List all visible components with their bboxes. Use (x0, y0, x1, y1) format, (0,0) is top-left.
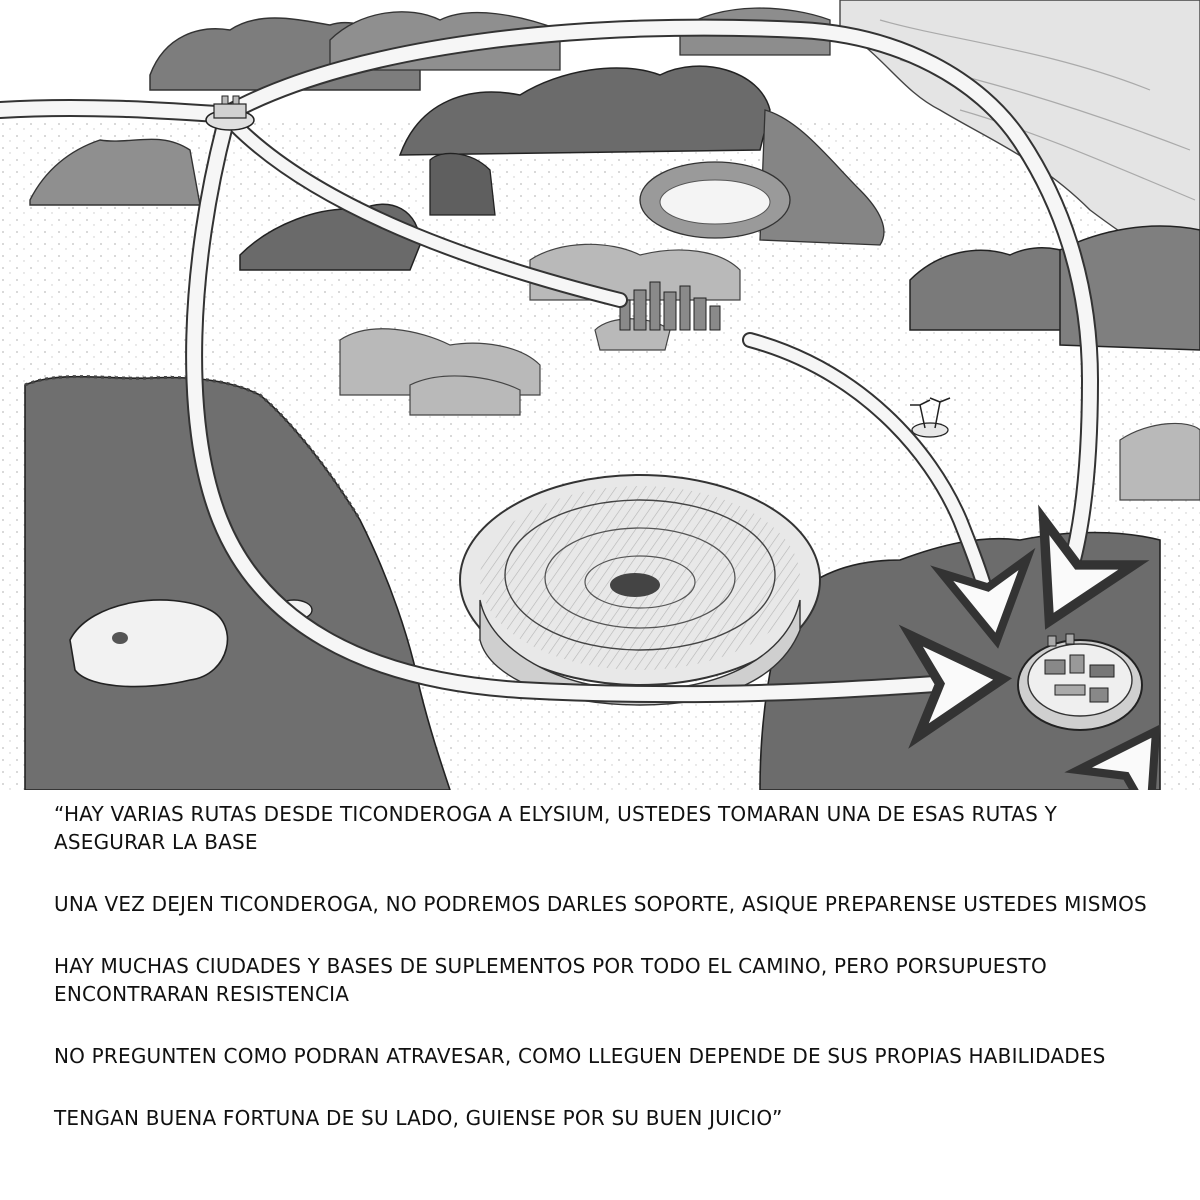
narration-paragraph: TENGAN BUENA FORTUNA DE SU LADO, GUIENSE POR SU BUEN JUICIO” (54, 1106, 783, 1130)
narration-paragraph: “HAY VARIAS RUTAS DESDE TICONDEROGA A ELYSIUM, USTEDES TOMARAN UNA DE ESAS RUTAS Y ASEGURAR LA BASE (54, 802, 1058, 854)
crater-icon (460, 475, 820, 705)
hill-lake (640, 162, 790, 238)
narration-paragraph: UNA VEZ DEJEN TICONDEROGA, NO PODREMOS DARLES SOPORTE, ASIQUE PREPARENSE USTEDES MISMOS (54, 892, 1147, 916)
narration-text (54, 800, 1164, 1166)
narration-paragraph: NO PREGUNTEN COMO PODRAN ATRAVESAR, COMO LLEGUEN DEPENDE DE SUS PROPIAS HABILIDADES (54, 1044, 1106, 1068)
narration-paragraph: HAY MUCHAS CIUDADES Y BASES DE SUPLEMENTOS POR TODO EL CAMINO, PERO PORSUPUESTO ENCONTRARAN RESISTENCIA (54, 954, 1047, 1006)
